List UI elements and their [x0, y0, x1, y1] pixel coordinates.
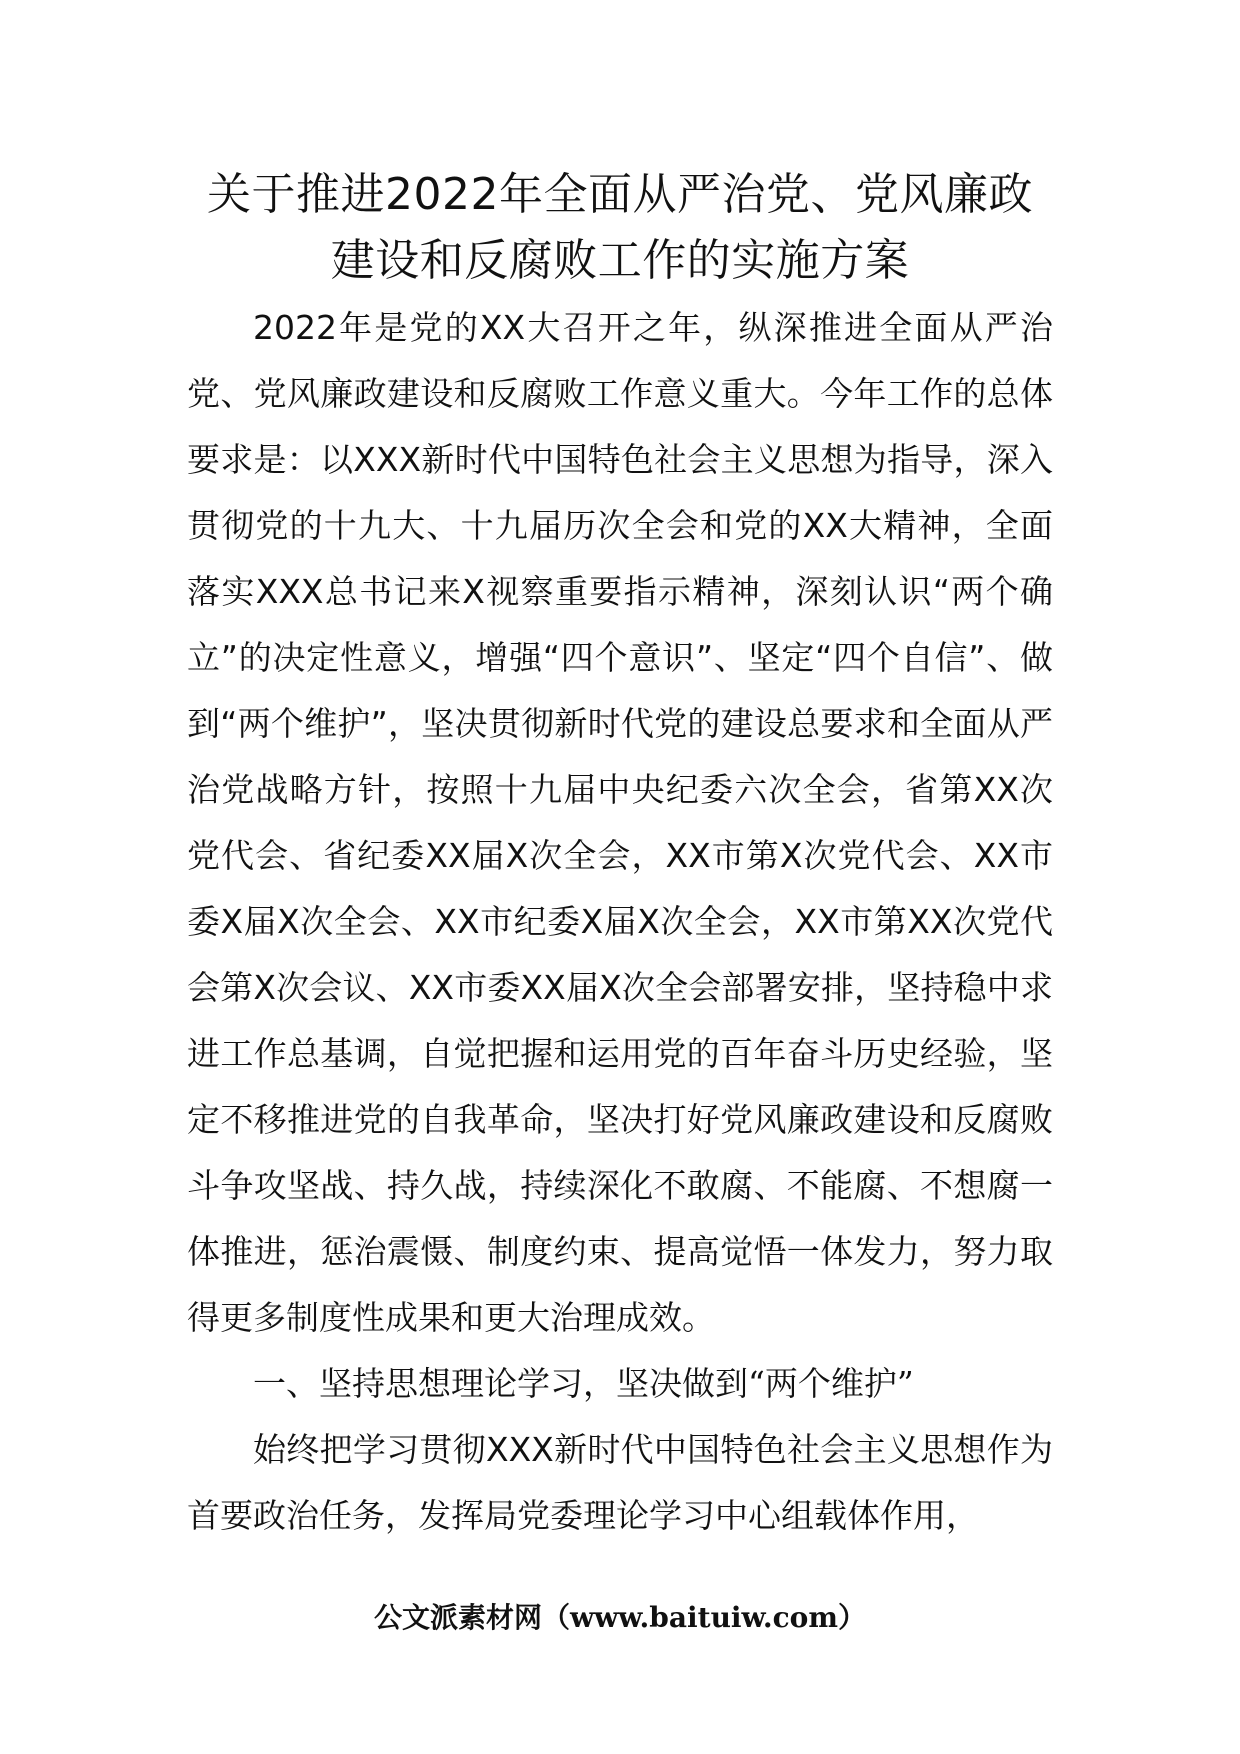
intro-paragraph: 2022年是党的XX大召开之年，纵深推进全面从严治党、党风廉政建设和反腐败工作意义重大。今年工作的总体要求是：以XXX新时代中国特色社会主义思想为指导，深入贯彻党的十九大、十九届历次全会和党的XX大精神，全面落实XXX总书记来X视察重要指示精神，深刻认识“两个确立”的决定性意义，增强“四个意识”、坚定“四个自信”、做到“两个维护”，坚决贯彻新时代党的建设总要求和全面从严治党战略方针，按照十九届中央纪委六次全会，省第XX次党代会、省纪委XX届X次全会，XX市第X次党代会、XX市委X届X次全会、XX市纪委X届X次全会，XX市第XX次党代会第X次会议、XX市委XX届X次全会部署安排，坚持稳中求进工作总基调，自觉把握和运用党的百年奋斗历史经验，坚定不移推进党的自我革命，坚决打好党风廉政建设和反腐败斗争攻坚战、持久战，持续深化不敢腐、不能腐、不想腐一体推进，惩治震慑、制度约束、提高觉悟一体发力，努力取得更多制度性成果和更大治理成效。 [187, 308, 1053, 1337]
footer-watermark: 公文派素材网（www.baituiw.com） [374, 1601, 866, 1634]
title-line-1: 关于推进2022年全面从严治党、党风廉政 [207, 169, 1033, 220]
section-1-paragraph: 始终把学习贯彻XXX新时代中国特色社会主义思想作为首要政治任务，发挥局党委理论学习中心组载体作用， [187, 1430, 1053, 1535]
document-title [150, 162, 1090, 294]
section-1-heading: 一、坚持思想理论学习，坚决做到“两个维护” [253, 1364, 914, 1403]
document-body [187, 295, 1053, 1549]
title-line-2: 建设和反腐败工作的实施方案 [330, 235, 910, 286]
